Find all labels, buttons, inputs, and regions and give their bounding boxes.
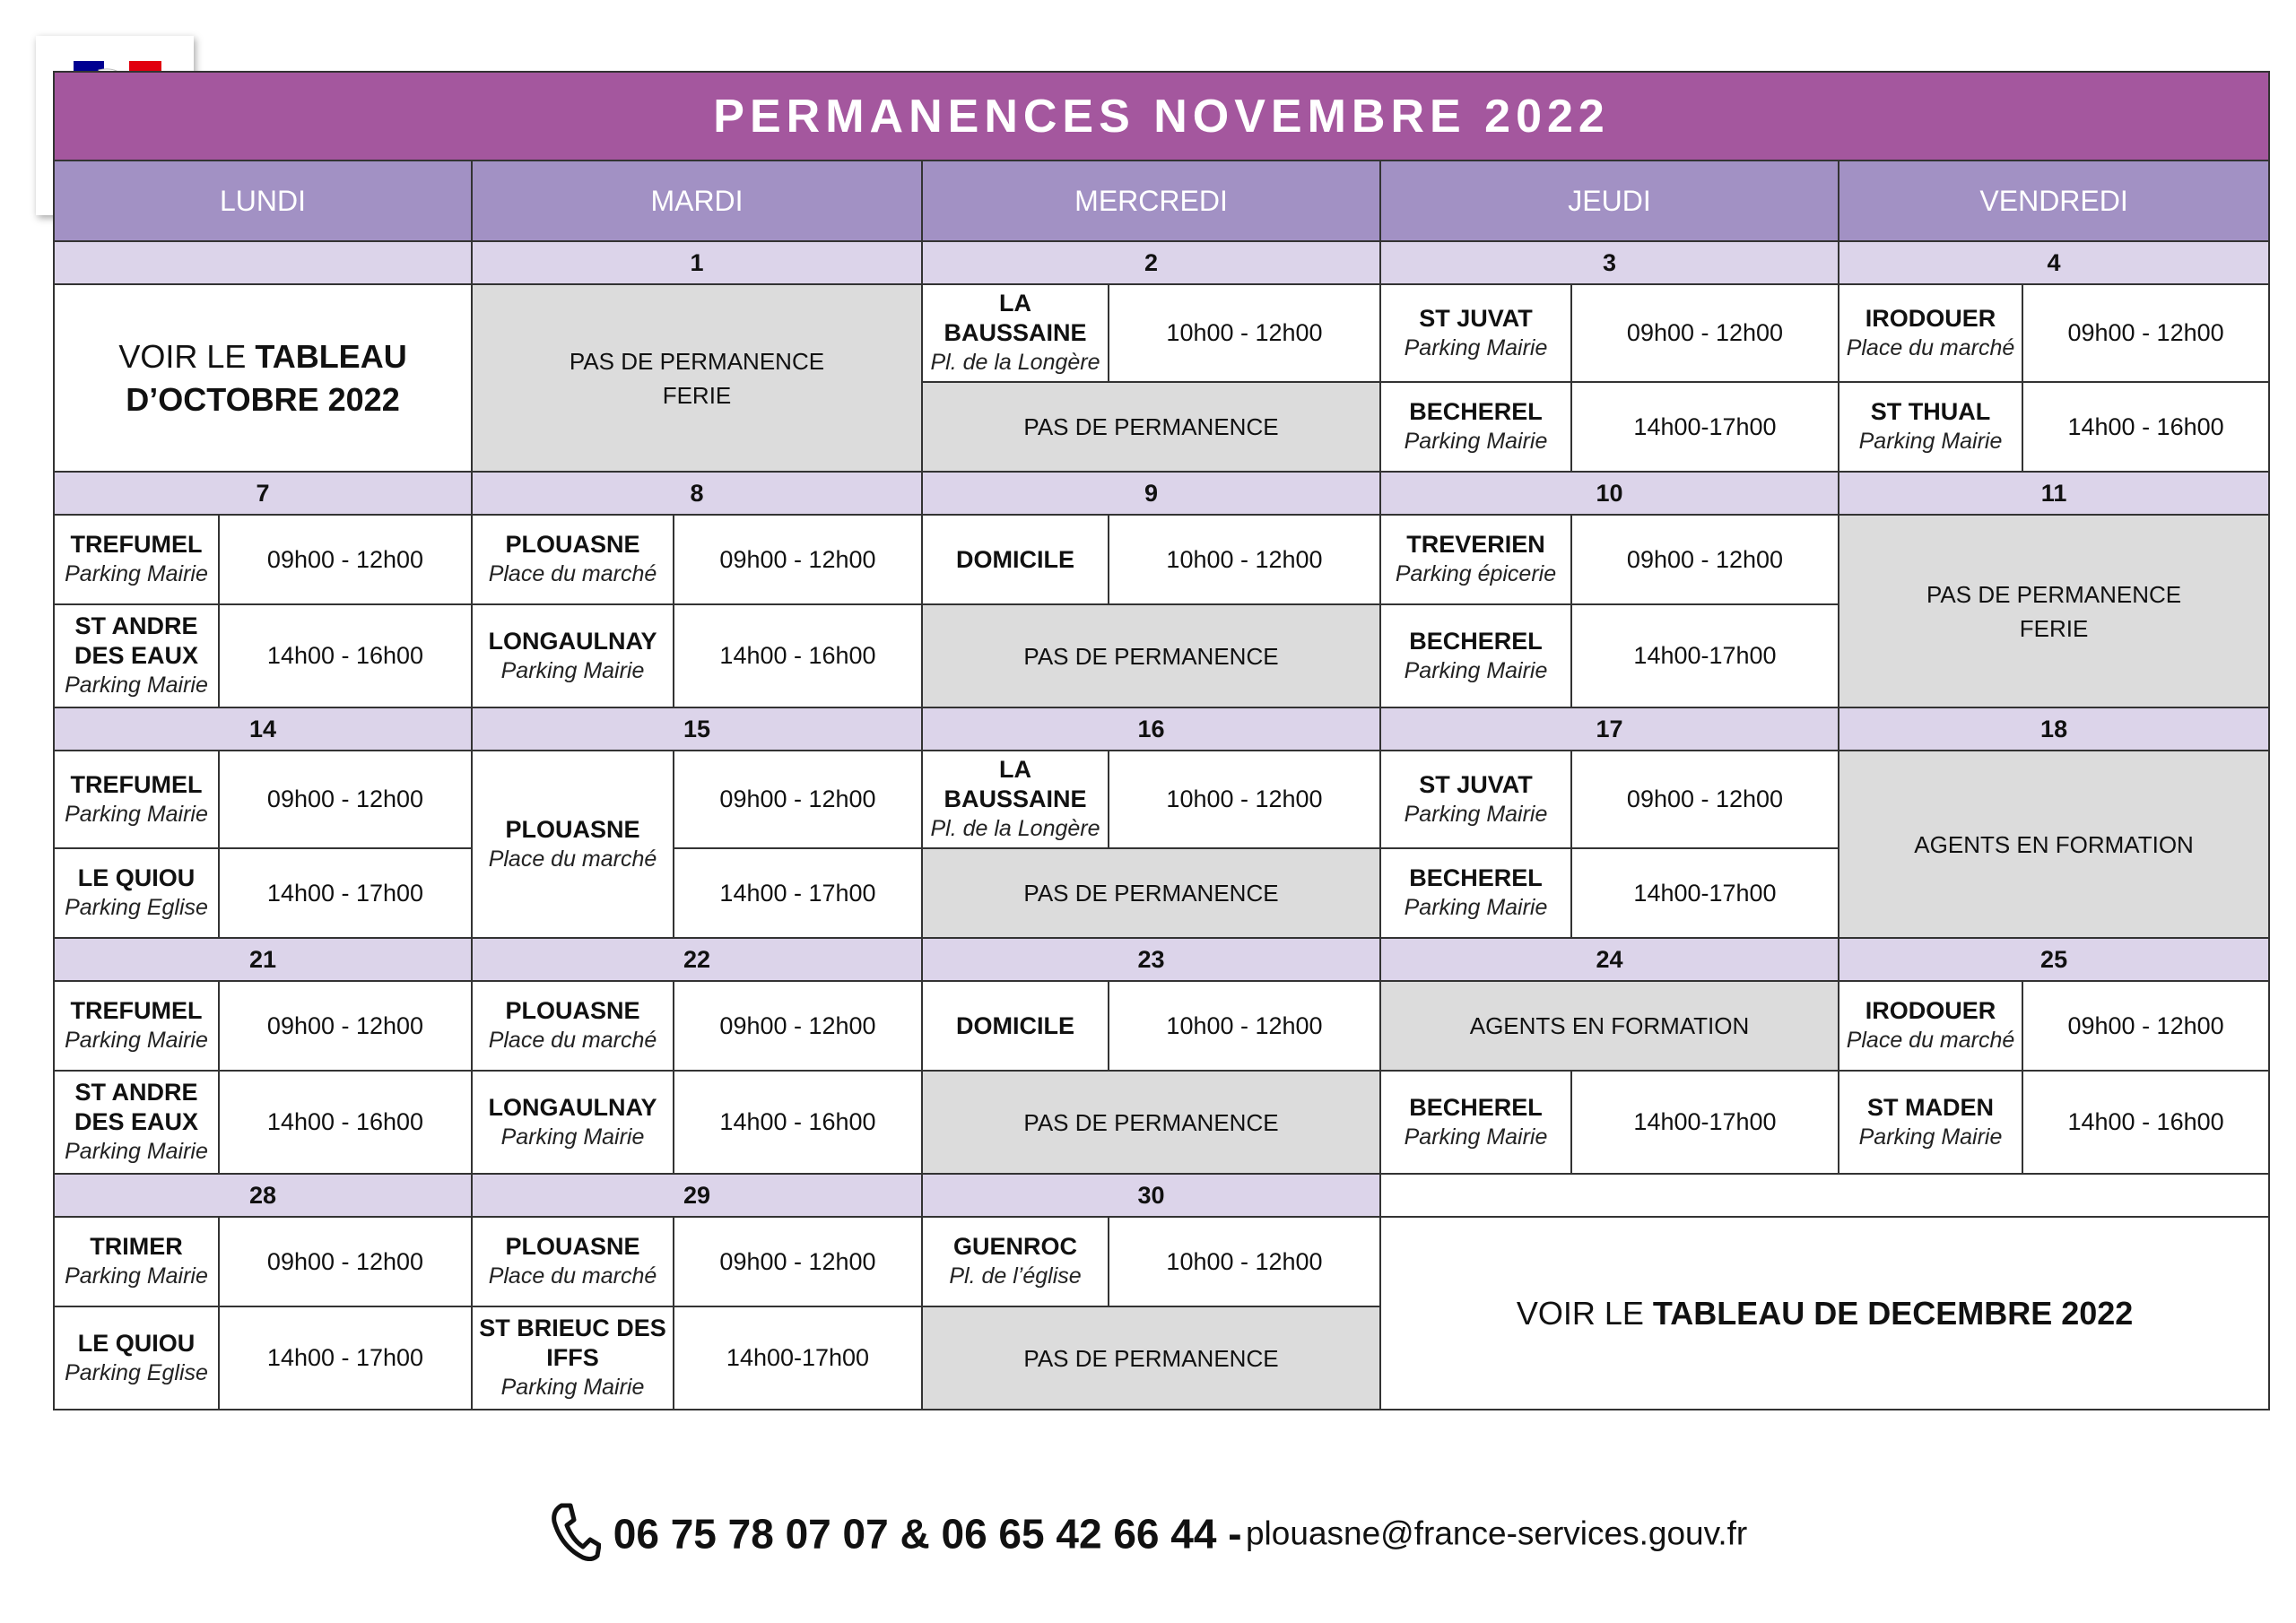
date-cell: 28 — [54, 1174, 472, 1217]
location-cell: LONGAULNAY Parking Mairie — [472, 604, 674, 707]
location-cell: TREFUMEL Parking Mairie — [54, 751, 219, 848]
location-cell: ST JUVAT Parking Mairie — [1380, 751, 1571, 848]
no-service-cell: PAS DE PERMANENCE — [922, 848, 1380, 938]
time-cell: 09h00 - 12h00 — [674, 1217, 922, 1306]
agents-training-cell: AGENTS EN FORMATION — [1839, 751, 2269, 938]
time-cell: 09h00 - 12h00 — [674, 751, 922, 848]
time-cell: 10h00 - 12h00 — [1109, 284, 1380, 382]
location-cell: LONGAULNAY Parking Mairie — [472, 1071, 674, 1174]
date-cell: 25 — [1839, 938, 2269, 981]
day-header-lundi: LUNDI — [54, 161, 472, 241]
time-cell: 09h00 - 12h00 — [2022, 981, 2269, 1071]
date-cell: 14 — [54, 707, 472, 751]
location-cell: ST JUVAT Parking Mairie — [1380, 284, 1571, 382]
time-cell: 14h00 - 17h00 — [219, 848, 472, 938]
time-cell: 14h00 - 16h00 — [2022, 1071, 2269, 1174]
no-service-cell: PAS DE PERMANENCE — [922, 382, 1380, 472]
no-service-cell: PAS DE PERMANENCE — [922, 1071, 1380, 1174]
date-cell: 17 — [1380, 707, 1839, 751]
phone-numbers: 06 75 78 07 07 & 06 65 42 66 44 - — [613, 1510, 1242, 1558]
time-cell: 10h00 - 12h00 — [1109, 981, 1380, 1071]
phone-icon — [549, 1502, 601, 1566]
agents-training-cell: AGENTS EN FORMATION — [1380, 981, 1839, 1071]
email-link[interactable]: plouasne@france-services.gouv.fr — [1245, 1515, 1748, 1552]
time-cell: 14h00 - 17h00 — [674, 848, 922, 938]
date-cell: 4 — [1839, 241, 2269, 284]
day-header-vendredi: VENDREDI — [1839, 161, 2269, 241]
location-cell: GUENROC Pl. de l’église — [922, 1217, 1109, 1306]
date-cell: 29 — [472, 1174, 922, 1217]
location-cell: ST THUAL Parking Mairie — [1839, 382, 2022, 472]
time-cell: 14h00-17h00 — [1571, 848, 1839, 938]
no-service-cell: PAS DE PERMANENCE — [922, 604, 1380, 707]
time-cell: 09h00 - 12h00 — [674, 515, 922, 604]
location-cell: IRODOUER Place du marché — [1839, 981, 2022, 1071]
location-cell: ST ANDRE DES EAUX Parking Mairie — [54, 1071, 219, 1174]
time-cell: 14h00 - 16h00 — [219, 1071, 472, 1174]
time-cell: 09h00 - 12h00 — [1571, 284, 1839, 382]
time-cell: 09h00 - 12h00 — [219, 515, 472, 604]
time-cell: 09h00 - 12h00 — [2022, 284, 2269, 382]
date-cell: 9 — [922, 472, 1380, 515]
page-title: PERMANENCES NOVEMBRE 2022 — [54, 72, 2269, 161]
date-cell — [54, 241, 472, 284]
day-header-mercredi: MERCREDI — [922, 161, 1380, 241]
date-cell: 16 — [922, 707, 1380, 751]
date-cell: 3 — [1380, 241, 1839, 284]
location-cell: PLOUASNE Place du marché — [472, 515, 674, 604]
location-cell: DOMICILE — [922, 981, 1109, 1071]
location-cell: TREVERIEN Parking épicerie — [1380, 515, 1571, 604]
date-cell: 11 — [1839, 472, 2269, 515]
location-cell: TRIMER Parking Mairie — [54, 1217, 219, 1306]
location-cell: LA BAUSSAINE Pl. de la Longère — [922, 284, 1109, 382]
contact-footer — [0, 1502, 2296, 1566]
time-cell: 14h00-17h00 — [1571, 604, 1839, 707]
time-cell: 09h00 - 12h00 — [1571, 751, 1839, 848]
time-cell: 14h00 - 16h00 — [674, 1071, 922, 1174]
location-cell: LE QUIOU Parking Eglise — [54, 1306, 219, 1410]
time-cell: 10h00 - 12h00 — [1109, 751, 1380, 848]
time-cell: 14h00-17h00 — [1571, 382, 1839, 472]
empty-date-cell — [1380, 1174, 2269, 1217]
date-cell: 18 — [1839, 707, 2269, 751]
date-cell: 15 — [472, 707, 922, 751]
location-cell: ST MADEN Parking Mairie — [1839, 1071, 2022, 1174]
location-cell: TREFUMEL Parking Mairie — [54, 981, 219, 1071]
location-cell: ST BRIEUC DES IFFS Parking Mairie — [472, 1306, 674, 1410]
location-cell: BECHEREL Parking Mairie — [1380, 382, 1571, 472]
schedule-table — [53, 71, 2270, 1410]
time-cell: 14h00 - 16h00 — [219, 604, 472, 707]
location-cell: BECHEREL Parking Mairie — [1380, 604, 1571, 707]
time-cell: 14h00 - 16h00 — [2022, 382, 2269, 472]
location-cell: BECHEREL Parking Mairie — [1380, 848, 1571, 938]
date-cell: 10 — [1380, 472, 1839, 515]
location-cell: TREFUMEL Parking Mairie — [54, 515, 219, 604]
time-cell: 09h00 - 12h00 — [219, 981, 472, 1071]
time-cell: 09h00 - 12h00 — [1571, 515, 1839, 604]
date-cell: 21 — [54, 938, 472, 981]
location-cell: BECHEREL Parking Mairie — [1380, 1071, 1571, 1174]
location-cell: IRODOUER Place du marché — [1839, 284, 2022, 382]
date-cell: 8 — [472, 472, 922, 515]
no-service-holiday: PAS DE PERMANENCE FERIE — [1839, 515, 2269, 707]
location-cell: PLOUASNE Place du marché — [472, 981, 674, 1071]
location-cell: PLOUASNE Place du marché — [472, 1217, 674, 1306]
time-cell: 14h00 - 17h00 — [219, 1306, 472, 1410]
day-header-mardi: MARDI — [472, 161, 922, 241]
date-cell: 7 — [54, 472, 472, 515]
time-cell: 09h00 - 12h00 — [674, 981, 922, 1071]
time-cell: 14h00 - 16h00 — [674, 604, 922, 707]
see-october-note: VOIR LE TABLEAU D’OCTOBRE 2022 — [54, 284, 472, 472]
date-cell: 22 — [472, 938, 922, 981]
date-cell: 24 — [1380, 938, 1839, 981]
date-cell: 1 — [472, 241, 922, 284]
time-cell: 09h00 - 12h00 — [219, 1217, 472, 1306]
no-service-holiday: PAS DE PERMANENCE FERIE — [472, 284, 922, 472]
location-cell: LE QUIOU Parking Eglise — [54, 848, 219, 938]
no-service-cell: PAS DE PERMANENCE — [922, 1306, 1380, 1410]
date-cell: 23 — [922, 938, 1380, 981]
time-cell: 14h00-17h00 — [674, 1306, 922, 1410]
see-december-note: VOIR LE TABLEAU DE DECEMBRE 2022 — [1380, 1217, 2269, 1410]
time-cell: 09h00 - 12h00 — [219, 751, 472, 848]
location-cell: ST ANDRE DES EAUX Parking Mairie — [54, 604, 219, 707]
time-cell: 14h00-17h00 — [1571, 1071, 1839, 1174]
location-cell: DOMICILE — [922, 515, 1109, 604]
date-cell: 2 — [922, 241, 1380, 284]
date-cell: 30 — [922, 1174, 1380, 1217]
time-cell: 10h00 - 12h00 — [1109, 1217, 1380, 1306]
location-cell: LA BAUSSAINE Pl. de la Longère — [922, 751, 1109, 848]
day-header-jeudi: JEUDI — [1380, 161, 1839, 241]
time-cell: 10h00 - 12h00 — [1109, 515, 1380, 604]
location-cell: PLOUASNE Place du marché — [472, 751, 674, 938]
